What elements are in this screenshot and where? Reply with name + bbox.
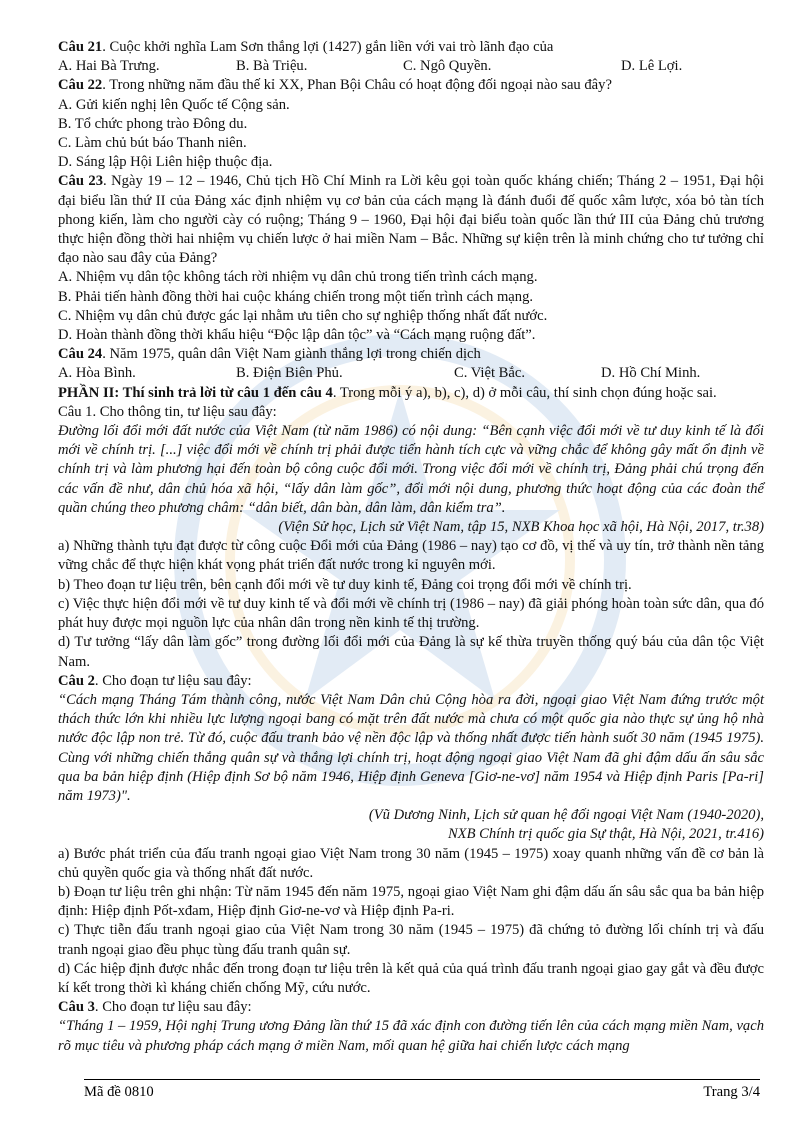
question-label: Câu 22 bbox=[58, 77, 103, 94]
question-label: Câu 23 bbox=[58, 173, 104, 190]
question-24 bbox=[58, 345, 764, 364]
question-label: Câu 21 bbox=[58, 39, 103, 55]
option-c: C. Nhiệm vụ dân chủ được gác lại nhằm ưu tiên cho sự nghiệp thống nhất đất nước. bbox=[58, 307, 548, 324]
question-label: Câu 24 bbox=[58, 346, 103, 363]
question-23 bbox=[58, 172, 764, 268]
part-2-instruction: . Trong mỗi ý a), b), c), d) ở mỗi câu, thí sinh chọn đúng hoặc sai. bbox=[332, 384, 717, 401]
question-label: Câu 3 bbox=[58, 999, 95, 1016]
option-d: D. Lê Lợi. bbox=[621, 58, 683, 75]
exam-page bbox=[58, 38, 764, 1056]
page-number: Trang 3/4 bbox=[703, 1084, 760, 1100]
c2-intro bbox=[58, 672, 764, 691]
c1-quote: Đường lối đổi mới đất nước của Việt Nam (từ năm 1986) có nội dung: “Bên cạnh việc đổi mới về tư duy kinh tế là đổi mới về chính trị. [...] việc đổi mới về chính trị phải được tiến hành tích cực và vững chắc để không gây mất ổn định về chính trị và làm phương hại đến toàn bộ công cuộc đổi mới. Trong việc đổi mới về chính trị, Đảng phải chú trọng đến các vấn đề như, dân chủ hóa xã hội, “lấy dân làm gốc”, đổi mới nội dung, phương thức hoạt động của các đoàn thể quần chúng theo phương châm: “dân biết, dân bàn, dân làm, dân kiểm tra”. bbox=[58, 423, 764, 516]
c1-item-d: d) Tư tưởng “lấy dân làm gốc” trong đường lối đổi mới của Đảng là sự kế thừa truyền thống quý báu của dân tộc Việt Nam. bbox=[58, 634, 764, 670]
c1-intro: Câu 1. Cho thông tin, tư liệu sau đây: bbox=[58, 403, 277, 420]
option-b: B. Tổ chức phong trào Đông du. bbox=[58, 115, 248, 132]
part-2-title: PHẦN II: Thí sinh trả lời từ câu 1 đến câu 4 bbox=[58, 384, 333, 401]
option-d: D. Sáng lập Hội Liên hiệp thuộc địa. bbox=[58, 154, 273, 171]
c1-source: (Viện Sử học, Lịch sử Việt Nam, tập 15, NXB Khoa học xã hội, Hà Nội, 2017, tr.38) bbox=[278, 519, 764, 536]
question-22 bbox=[58, 76, 764, 95]
c2-item-b: b) Đoạn tư liệu trên ghi nhận: Từ năm 1945 đến năm 1975, ngoại giao Việt Nam ghi đậm dấu ấn sâu sắc qua ba bản hiệp định: Hiệp định Pốt-xđam, Hiệp định Giơ-ne-vơ và Hiệp định Pa-ri. bbox=[58, 883, 764, 920]
question-text: . Cho đoạn tư liệu sau đây: bbox=[94, 999, 252, 1016]
option-b: B. Điện Biên Phủ. bbox=[236, 365, 343, 382]
question-21 bbox=[58, 38, 764, 57]
option-a: A. Nhiệm vụ dân tộc không tách rời nhiệm vụ dân chủ trong tiến trình cách mạng. bbox=[58, 269, 538, 286]
c2-quote: “Cách mạng Tháng Tám thành công, nước Việt Nam Dân chủ Cộng hòa ra đời, ngoại giao Việt Nam đứng trước một thách thức lớn khi nhiều lực lượng ngoại bang có mặt trên đất nước mà chưa có một quốc gia nào thực sự ủng hộ nhà nước độc lập non trẻ. Từ đó, cuộc đấu tranh bảo vệ nền độc lập và thống nhất được tiến hành suốt 30 năm (1945 1975). Cùng với những chiến thắng quân sự và thắng lợi chính trị, hoạt động ngoại giao Việt Nam đã ghi đậm dấu ấn sâu sắc qua ba bản hiệp định (Hiệp định Sơ bộ năm 1946, Hiệp định Geneva [Giơ-ne-vơ] năm 1954 và Hiệp định Paris [Pa-ri] năm 1973)". bbox=[58, 691, 764, 804]
c2-source-line-2: NXB Chính trị quốc gia Sự thật, Hà Nội, 2021, tr.416) bbox=[447, 826, 764, 843]
question-label: Câu 2 bbox=[58, 672, 95, 689]
option-d: D. Hồ Chí Minh. bbox=[601, 365, 701, 382]
c3-intro bbox=[58, 998, 764, 1017]
option-b: B. Phải tiến hành đồng thời hai cuộc kháng chiến trong một tiến trình cách mạng. bbox=[58, 288, 534, 305]
c1-item-a: a) Những thành tựu đạt được từ công cuộc Đổi mới của Đảng (1986 – nay) tạo cơ đồ, vị thế và uy tín, trở thành nền tảng vững chắc để thực hiện khát vọng phát triển đất nước trong kỉ nguyên mới. bbox=[58, 538, 764, 574]
c2-item-d: d) Các hiệp định được nhắc đến trong đoạn tư liệu trên là kết quả của quá trình đấu tranh ngoại giao gay gắt và đều được kí kết trong thời kì kháng chiến chống Mỹ, cứu nước. bbox=[58, 960, 764, 996]
question-text: . Cho đoạn tư liệu sau đây: bbox=[94, 672, 252, 689]
option-d: D. Hoàn thành đồng thời khẩu hiệu “Độc lập dân tộc” và “Cách mạng ruộng đất”. bbox=[58, 327, 536, 344]
option-a: A. Hai Bà Trưng. bbox=[58, 58, 160, 75]
c3-quote: “Tháng 1 – 1959, Hội nghị Trung ương Đảng lần thứ 15 đã xác định con đường tiến lên của cách mạng miền Nam, vạch rõ mục tiêu và phương pháp cách mạng ở miền Nam, mối quan hệ giữa hai chiến lược cách mạng bbox=[58, 1018, 764, 1054]
c2-source-line-1: (Vũ Dương Ninh, Lịch sử quan hệ đối ngoại Việt Nam (1940-2020), bbox=[368, 807, 764, 824]
c2-item-a: a) Bước phát triển của đấu tranh ngoại giao Việt Nam trong 30 năm (1945 – 1975) xoay quanh những vấn đề cơ bản là chủ quyền quốc gia và thống nhất đất nước. bbox=[58, 845, 764, 881]
question-text: . Ngày 19 – 12 – 1946, Chủ tịch Hồ Chí Minh ra Lời kêu gọi toàn quốc kháng chiến; Tháng 2 – 1951, Đại hội đại biểu lần thứ II của Đảng xác định nhiệm vụ cơ bản của cách mạng là đánh đuổi đế quốc xâm lược, xóa bỏ tàn tích phong kiến, làm cho người cày có ruộng; Tháng 9 – 1960, Đại hội đại biểu toàn quốc lần thứ III của Đảng chủ trương thực hiện đồng thời hai nhiệm vụ chiến lược ở hai miền Nam – Bắc. Những sự kiện trên là minh chứng cho tư tưởng chỉ đạo nào sau đây của Đảng? bbox=[58, 173, 764, 267]
question-text: . Cuộc khởi nghĩa Lam Sơn thắng lợi (1427) gắn liền với vai trò lãnh đạo của bbox=[102, 39, 554, 55]
question-24-options bbox=[58, 364, 764, 383]
page-footer bbox=[84, 1079, 760, 1101]
option-c: C. Việt Bắc. bbox=[454, 365, 526, 382]
c1-item-c: c) Việc thực hiện đổi mới về tư duy kinh tế và đổi mới về chính trị (1986 – nay) đã giải phóng hoàn toàn sức dân, qua đó phát huy được mọi nguồn lực của nhân dân trong nền kinh tế thị trường. bbox=[58, 595, 764, 632]
exam-code: Mã đề 0810 bbox=[84, 1084, 154, 1100]
option-c: C. Ngô Quyền. bbox=[403, 58, 492, 75]
option-b: B. Bà Triệu. bbox=[236, 58, 308, 75]
c1-item-b: b) Theo đoạn tư liệu trên, bên cạnh đổi mới về tư duy kinh tế, Đảng coi trọng đổi mới về chính trị. bbox=[58, 576, 632, 593]
question-text: . Trong những năm đầu thế kỉ XX, Phan Bội Châu có hoạt động đối ngoại nào sau đây? bbox=[102, 77, 612, 94]
part-2-heading bbox=[58, 384, 764, 403]
question-text: . Năm 1975, quân dân Việt Nam giành thắng lợi trong chiến dịch bbox=[102, 346, 481, 363]
option-c: C. Làm chủ bút báo Thanh niên. bbox=[58, 135, 247, 152]
c2-item-c: c) Thực tiễn đấu tranh ngoại giao của Việt Nam trong 30 năm (1945 – 1975) đã chứng tỏ đường lối chính trị và đấu tranh ngoại giao đều phục tùng đấu tranh quân sự. bbox=[58, 922, 764, 958]
option-a: A. Hòa Bình. bbox=[58, 365, 136, 382]
option-a: A. Gửi kiến nghị lên Quốc tế Cộng sản. bbox=[58, 96, 290, 113]
question-21-options bbox=[58, 57, 764, 76]
